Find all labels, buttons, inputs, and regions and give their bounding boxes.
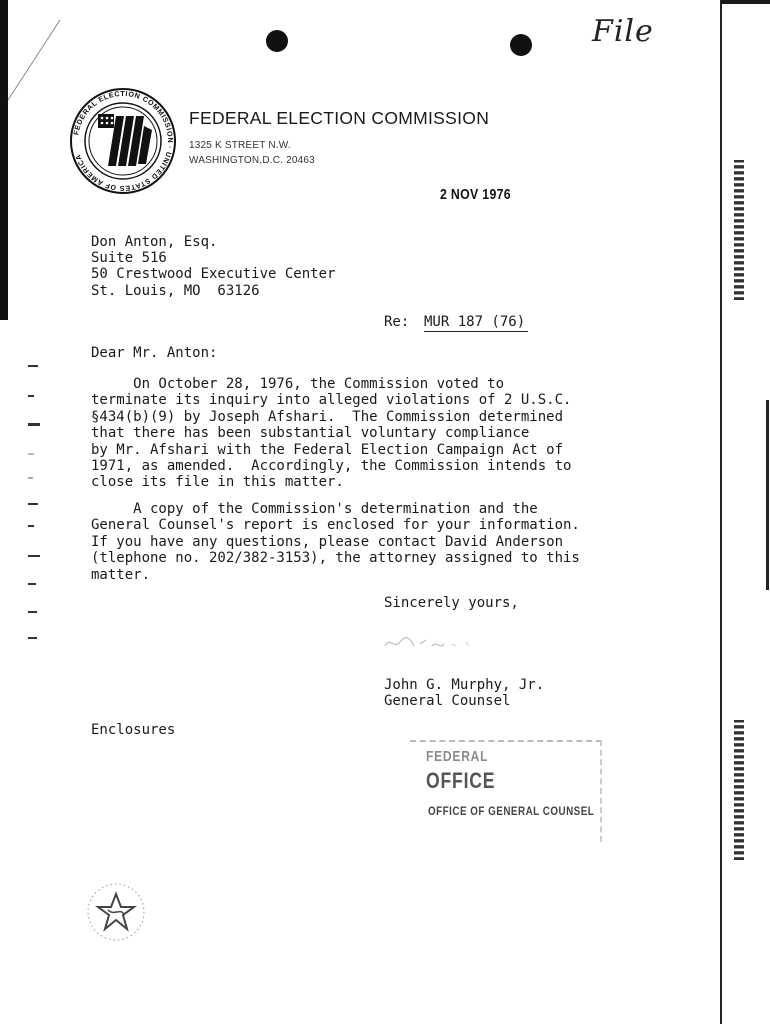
punch-hole-right xyxy=(510,34,532,56)
margin-marks xyxy=(28,365,40,665)
punch-hole-left xyxy=(266,30,288,52)
scan-edge-right-secondary xyxy=(766,400,769,590)
signer-name: John G. Murphy, Jr. xyxy=(384,677,545,693)
date-stamp: 2 NOV 1976 xyxy=(440,186,511,203)
svg-text:FEDERAL ELECTION COMMISSION ·: FEDERAL ELECTION COMMISSION · UNITED STATES OF AMERICA xyxy=(71,88,176,194)
body-line: General Counsel's report is enclosed for your information. xyxy=(91,517,580,534)
body-line: matter. xyxy=(91,566,151,583)
recipient-line-4: St. Louis, MO 63126 xyxy=(91,283,260,299)
enclosures-label: Enclosures xyxy=(91,722,176,738)
scan-edge-right xyxy=(720,0,722,1024)
stamp-line-3: OFFICE OF GENERAL COUNSEL xyxy=(428,804,595,818)
scan-edge-top xyxy=(720,0,770,4)
bicentennial-star-icon xyxy=(84,880,148,944)
stamp-line-2: OFFICE xyxy=(426,768,496,793)
body-line: by Mr. Afshari with the Federal Election Campaign Act of xyxy=(91,441,564,458)
body-line: 1971, as amended. Accordingly, the Commission intends to xyxy=(91,458,572,475)
address-line-1: 1325 K STREET N.W. xyxy=(189,140,291,151)
body-line: close its file in this matter. xyxy=(91,474,344,491)
body-line: A copy of the Commission's determination and the xyxy=(91,501,538,517)
scan-speckle-band-upper xyxy=(734,160,744,300)
body-line: (tlephone no. 202/382-3153), the attorney assigned to this xyxy=(91,550,580,567)
recipient-line-2: Suite 516 xyxy=(91,250,167,266)
salutation: Dear Mr. Anton: xyxy=(91,345,218,361)
body-line: that there has been substantial voluntary compliance xyxy=(91,425,530,442)
recipient-line-3: 50 Crestwood Executive Center xyxy=(91,266,336,282)
handwritten-note: File xyxy=(592,14,654,49)
scan-speckle-band-lower xyxy=(734,720,744,860)
body-line: On October 28, 1976, the Commission voted to xyxy=(91,376,505,392)
body-line: §434(b)(9) by Joseph Afshari. The Commission determined xyxy=(91,408,564,425)
address-line-2: WASHINGTON,D.C. 20463 xyxy=(189,155,315,166)
signer-title: General Counsel xyxy=(384,693,511,709)
reference-label: Re: xyxy=(384,314,410,330)
body-line: If you have any questions, please contact David Anderson xyxy=(91,533,564,550)
faint-signature xyxy=(380,628,520,658)
body-line: terminate its inquiry into alleged violations of 2 U.S.C. xyxy=(91,392,572,409)
valediction: Sincerely yours, xyxy=(384,595,519,611)
reference-value: MUR 187 (76) xyxy=(424,314,528,332)
body-paragraph-1 xyxy=(91,376,571,491)
agency-name: FEDERAL ELECTION COMMISSION xyxy=(189,108,490,128)
recipient-line-1: Don Anton, Esq. xyxy=(91,234,218,250)
received-stamp xyxy=(410,740,602,842)
body-paragraph-2 xyxy=(91,501,580,583)
stamp-line-1: FEDERAL xyxy=(426,748,489,765)
fec-seal-ring-text xyxy=(68,86,178,196)
scan-edge-diagonal xyxy=(0,0,70,110)
